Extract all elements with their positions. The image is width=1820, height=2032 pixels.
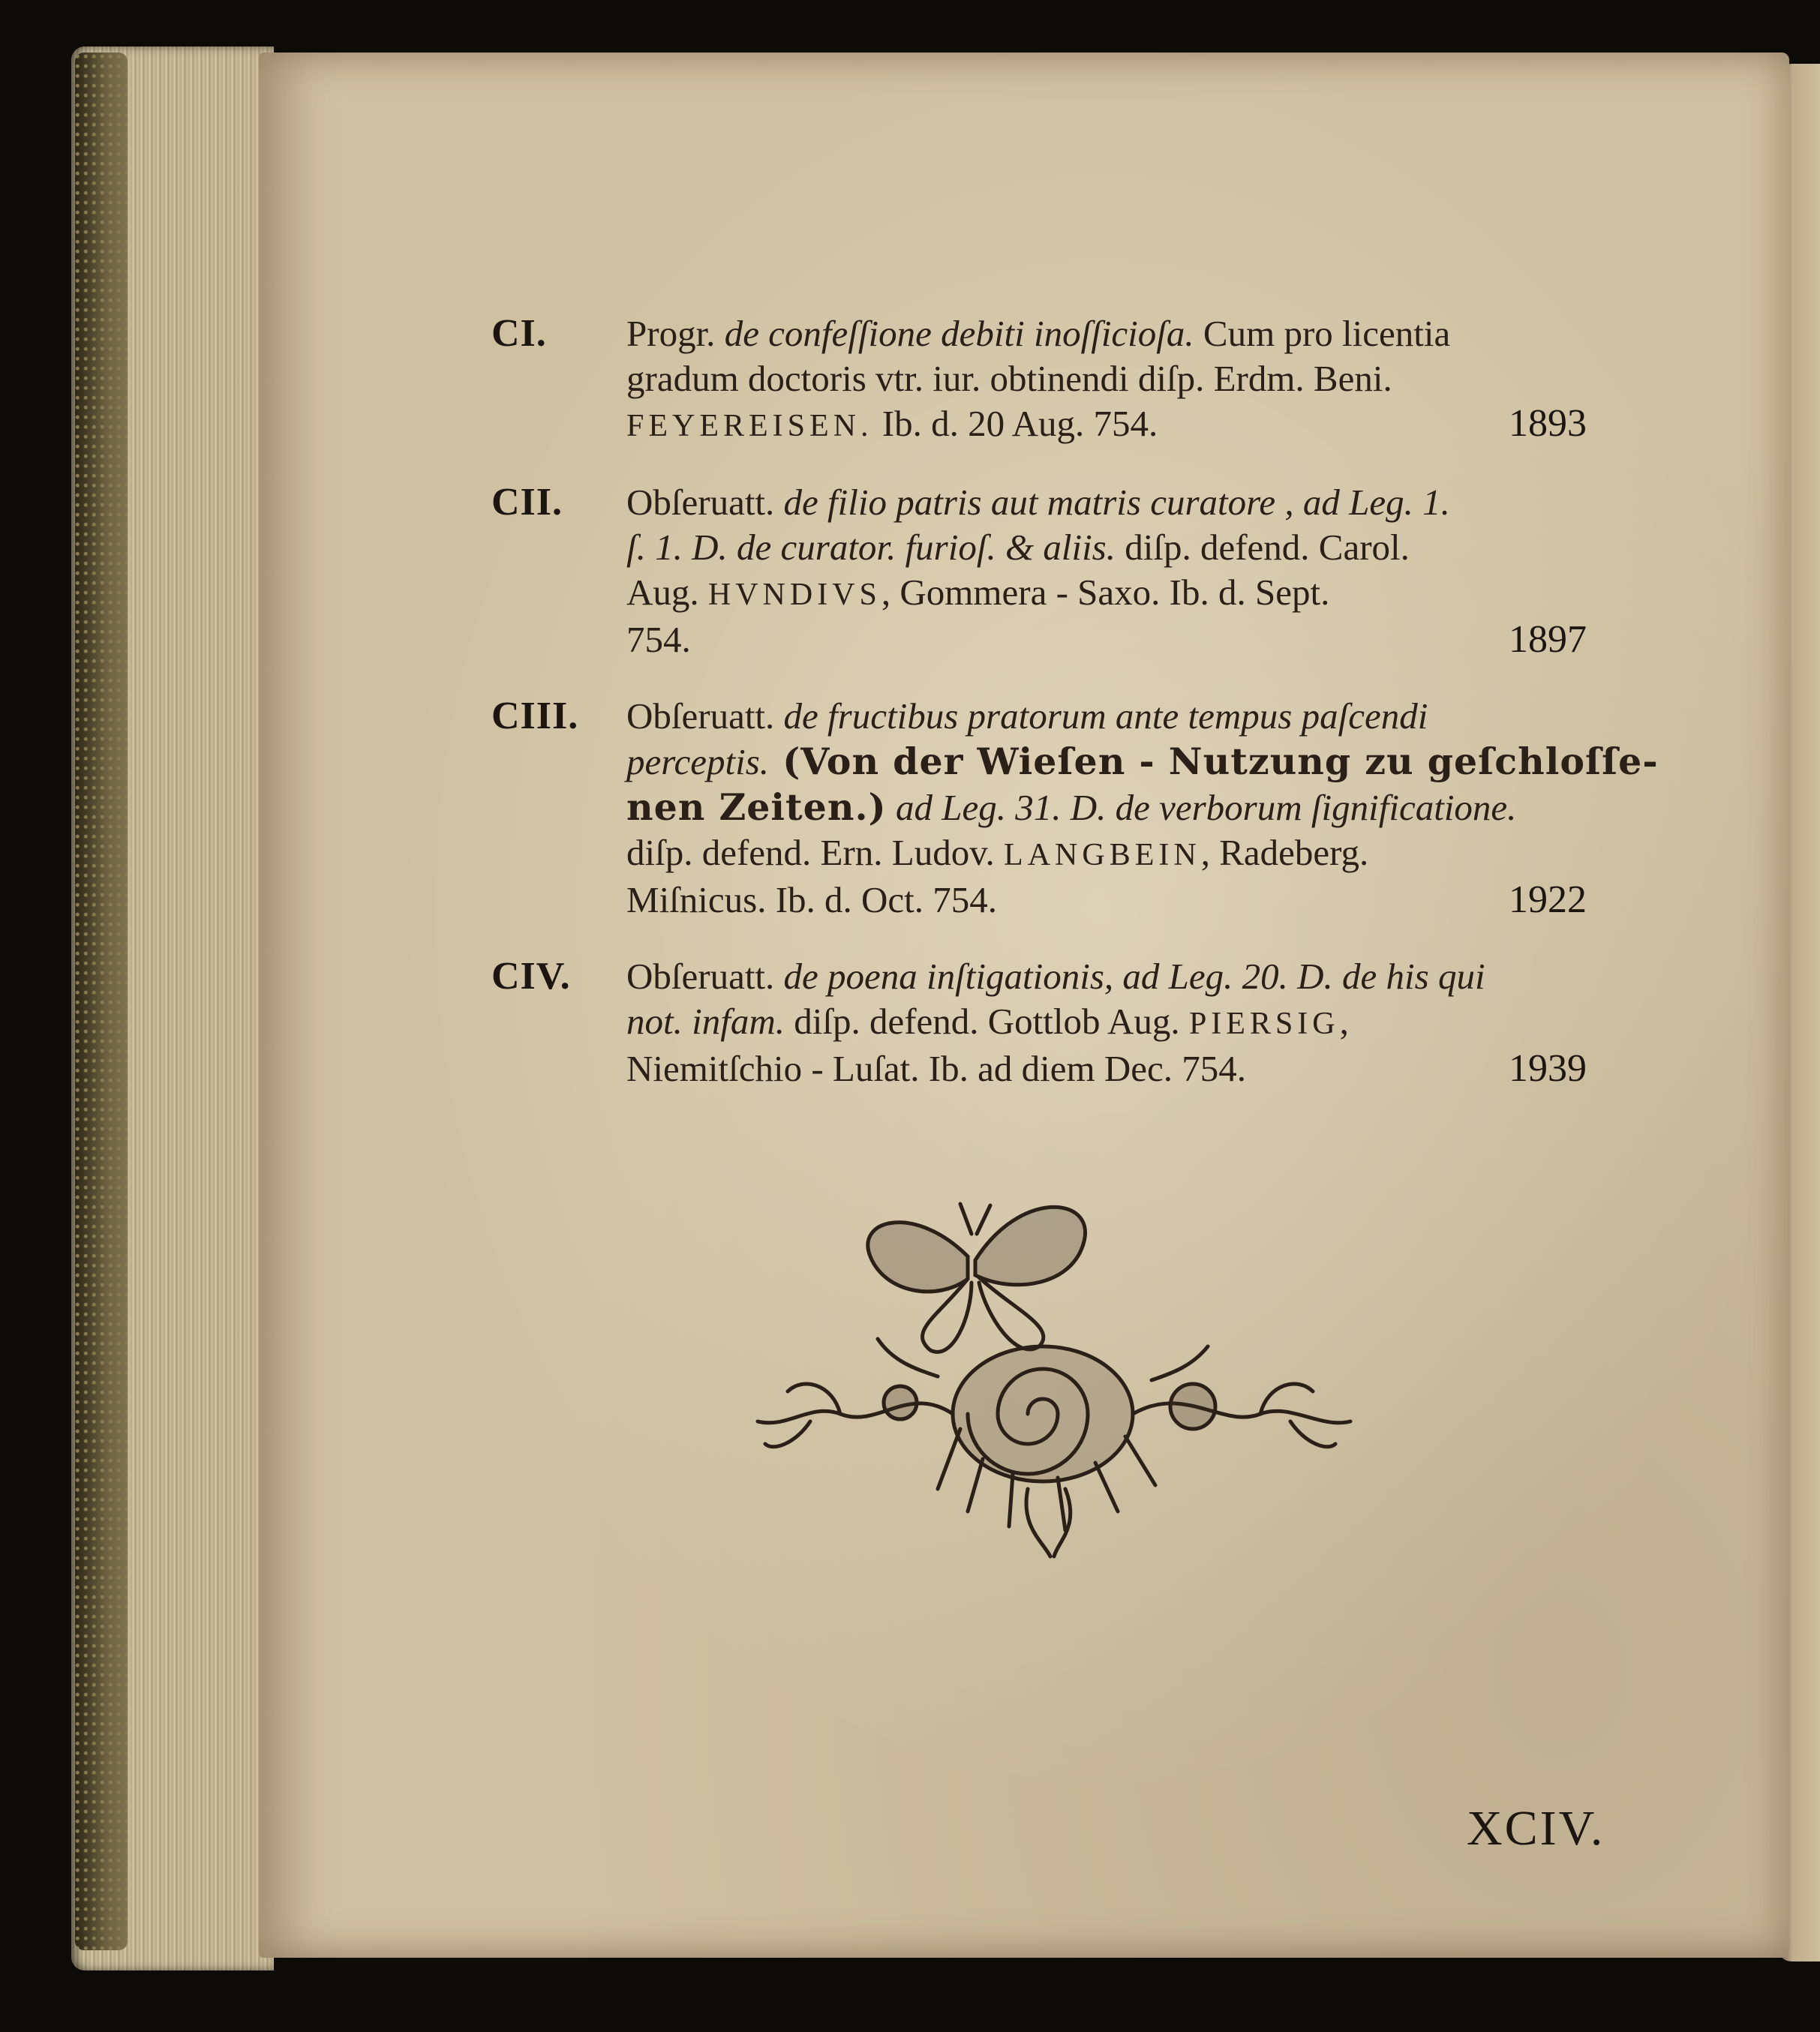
text-segment: Obſeruatt. [626, 482, 784, 523]
text-segment: ad Leg. 31. D. de verborum ſignificatione. [886, 787, 1517, 828]
text-segment: diſp. defend. Gottlob Aug. [784, 1001, 1189, 1042]
entry-line [491, 1046, 1587, 1091]
text-segment: Obſeruatt. [626, 695, 784, 737]
text-segment: de confeſſione debiti inoſſicioſa. [724, 313, 1194, 354]
entry-line [491, 617, 1587, 662]
entry-numeral: CII. [491, 481, 563, 524]
entry-line [491, 954, 1587, 999]
text-segment: gradum doctoris vtr. iur. obtinendi diſp. Erdm. Beni. [626, 358, 1392, 399]
entry-line [491, 999, 1587, 1046]
book-cover-edge [75, 53, 128, 1950]
entry-line-text [626, 694, 1428, 739]
entry-line-text [626, 480, 1450, 525]
catalog-entry [491, 954, 1587, 1091]
entry-line-text [626, 999, 1349, 1046]
entry-line-text [626, 830, 1368, 878]
entry-line-text [626, 525, 1410, 570]
text-segment: FEYEREISEN. [626, 409, 873, 443]
entry-line-text [626, 739, 1659, 785]
shell-butterfly-ornament-icon [743, 1189, 1358, 1564]
entry-line [491, 785, 1587, 830]
text-segment: diſp. defend. Carol. [1116, 527, 1410, 568]
text-segment: Ib. d. 20 Aug. 754. [872, 403, 1158, 444]
entry-line [491, 739, 1659, 785]
text-segment: , [1339, 1001, 1349, 1042]
entry-numeral: CIII. [491, 695, 579, 737]
entry-line [491, 480, 1587, 525]
entry-line [491, 570, 1587, 617]
entry-line-text [626, 311, 1450, 356]
text-segment: Niemitſchio - Luſat. Ib. ad diem Dec. 754. [626, 1048, 1246, 1089]
text-segment: Aug. [626, 572, 708, 613]
entry-line [491, 311, 1587, 356]
text-segment: , Gommera - Saxo. Ib. d. Sept. [881, 572, 1330, 613]
text-segment: Cum pro licentia [1194, 313, 1451, 354]
entry-line [491, 401, 1587, 449]
entry-numeral: CIV. [491, 955, 571, 998]
entry-line [491, 878, 1587, 923]
catalog-entry [491, 480, 1587, 662]
text-segment: Obſeruatt. [626, 956, 784, 997]
entry-numeral: CI. [491, 312, 547, 355]
entry-line-text [626, 1046, 1246, 1091]
entry-line-text [626, 878, 997, 923]
catalog-entry [491, 694, 1659, 923]
text-segment: Miſnicus. Ib. d. Oct. 754. [626, 879, 998, 920]
entry-list [491, 311, 1659, 1123]
entry-line [491, 830, 1587, 878]
page-number: 1897 [1509, 618, 1587, 661]
page-number: 1922 [1509, 878, 1587, 921]
text-segment: 754. [626, 619, 691, 660]
text-segment: not. infam. [626, 1001, 785, 1042]
text-segment: , Radeberg. [1200, 832, 1369, 873]
entry-line-text [626, 356, 1392, 401]
catchword: XCIV. [1467, 1801, 1605, 1856]
text-segment: diſp. defend. Ern. Ludov. [626, 832, 1005, 873]
text-segment: LANGBEIN [1004, 838, 1201, 872]
entry-line [491, 525, 1587, 570]
text-segment: de filio patris aut matris curatore , ad Leg. 1. [783, 482, 1450, 523]
entry-line-text [626, 570, 1329, 617]
text-segment: (Von der Wieſen - Nutzung zu geſchloſſe- [769, 740, 1659, 783]
text-segment: PIERSIG [1188, 1007, 1340, 1041]
catalog-entry [491, 311, 1587, 449]
text-segment: nen Zeiten.) [626, 785, 887, 829]
text-segment: ſ. 1. D. de curator. furioſ. & aliis. [626, 527, 1116, 568]
entry-line [491, 694, 1587, 739]
text-segment: de fructibus pratorum ante tempus paſcendi [783, 695, 1428, 737]
text-segment: HVNDIVS [707, 578, 881, 612]
text-segment: Progr. [626, 313, 725, 354]
entry-line-text [626, 401, 1158, 449]
entry-line [491, 356, 1587, 401]
text-segment: de poena inſtigationis, ad Leg. 20. D. de his qui [783, 956, 1485, 997]
entry-line-text [626, 785, 1516, 830]
page-number: 1939 [1509, 1047, 1587, 1090]
entry-line-text [626, 617, 691, 662]
entry-line-text [626, 954, 1485, 999]
text-segment: perceptis. [626, 741, 770, 782]
page-number: 1893 [1509, 402, 1587, 445]
